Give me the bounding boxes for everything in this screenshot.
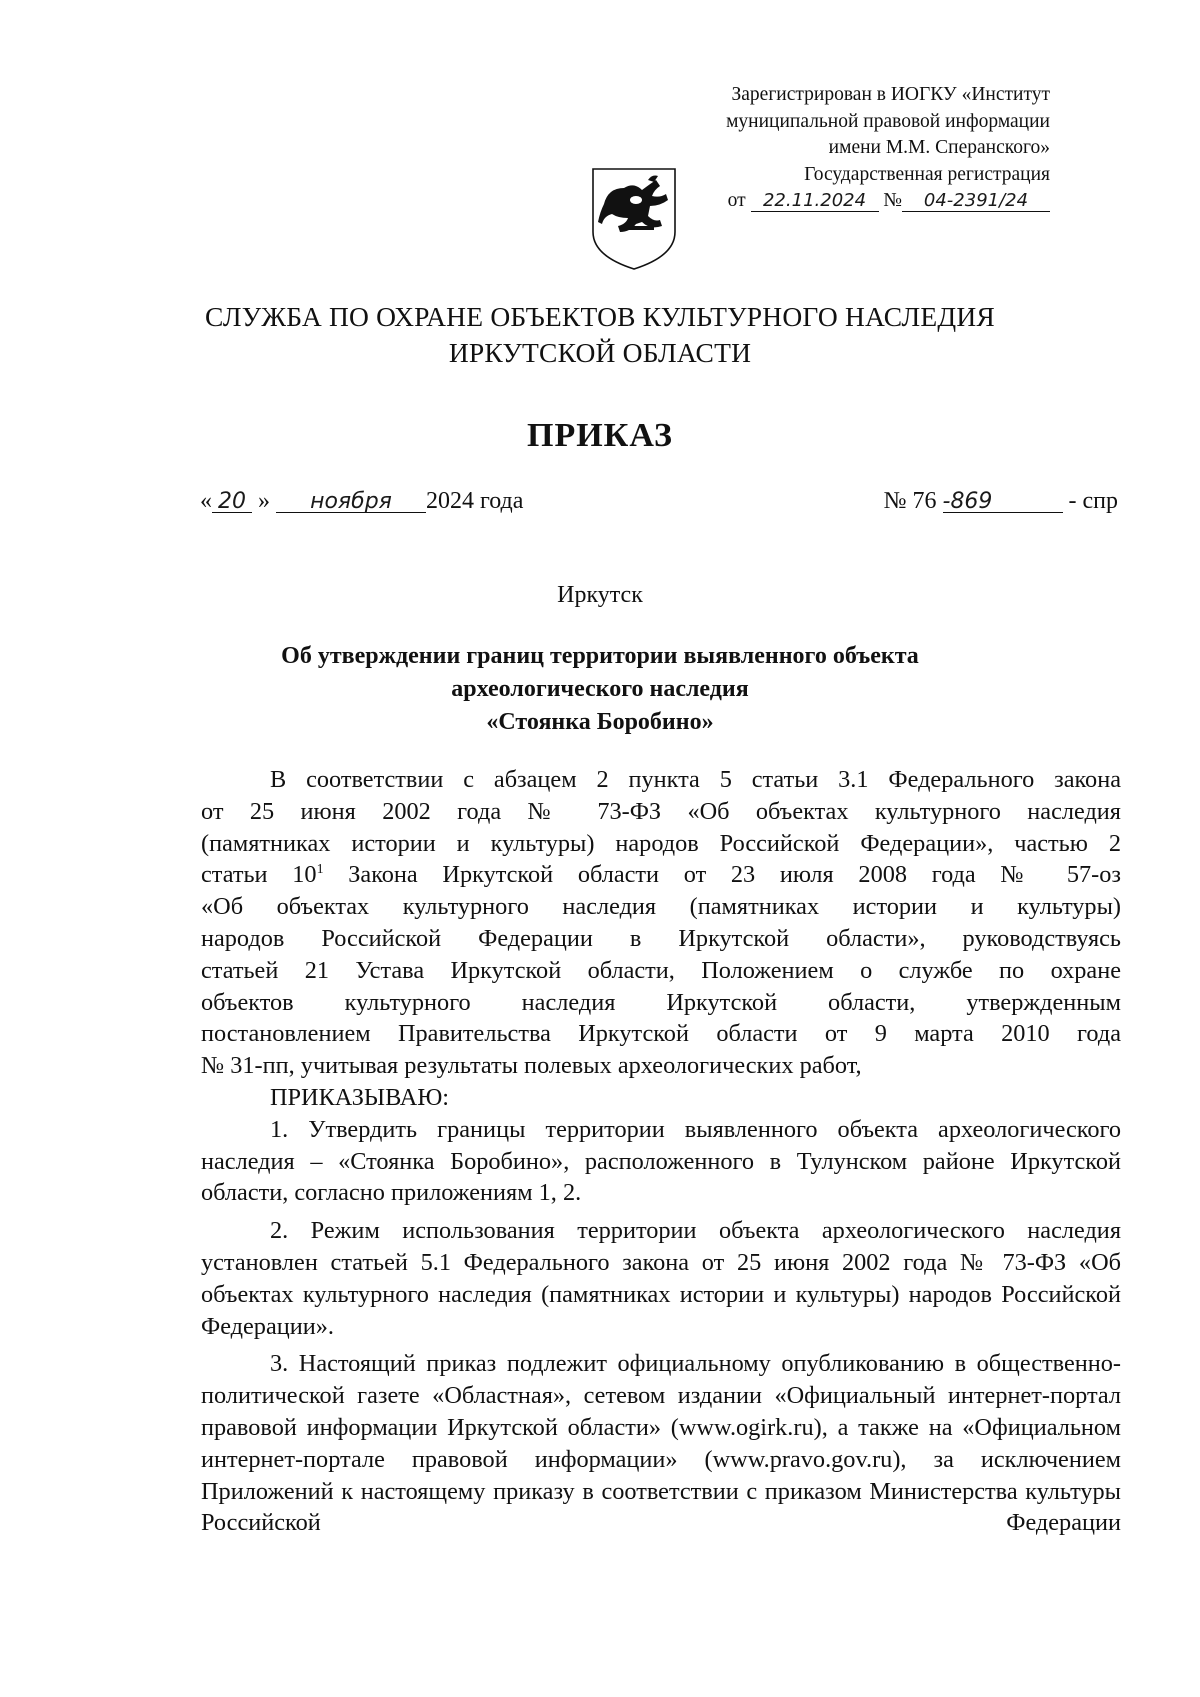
item-2: 2. Режим использования территории объекта археологического наследия установлен статьей 5.1 Федерального закона от 25 июня 2002 года № 73-ФЗ «Об объектах культурного наследия (памятниках истории и культуры) народов Российской Федерации». bbox=[201, 1217, 1121, 1340]
coat-of-arms-icon bbox=[590, 166, 678, 272]
item-3: 3. Настоящий приказ подлежит официальному опубликованию в общественно-политической газете «Областная», сетевом издании «Официальный интернет-портал правовой информации Иркутской области» (www.ogirk.ru), а также на «Официальном интернет-портале правовой информации» (www.pravo.gov.ru), за исключением Приложений к настоящему приказу в соответствии с приказом Министерства культуры Российской Федерации bbox=[201, 1350, 1121, 1537]
organization-name-line-2: ИРКУТСКОЙ ОБЛАСТИ bbox=[448, 337, 752, 368]
preamble-line-9: постановлением Правительства Иркутской области от 9 марта 2010 года bbox=[201, 1020, 1121, 1048]
document-date bbox=[200, 488, 523, 515]
registration-date-prefix: от bbox=[727, 190, 746, 211]
subject-line-2: археологического наследия bbox=[451, 676, 749, 702]
document-title: ПРИКАЗ bbox=[527, 417, 673, 454]
order-word: ПРИКАЗЫВАЮ: bbox=[270, 1083, 450, 1111]
document-subject bbox=[150, 640, 1050, 739]
document-number bbox=[884, 488, 1118, 515]
subject-line-1: Об утверждении границ территории выявленного объекта bbox=[281, 643, 919, 669]
date-year: 2024 года bbox=[426, 488, 524, 514]
preamble-line-10: № 31-пп, учитывая результаты полевых археологических работ, bbox=[201, 1052, 862, 1080]
preamble-line-2: от 25 июня 2002 года № 73-ФЗ «Об объектах культурного наследия bbox=[201, 797, 1121, 825]
date-month: ноября bbox=[276, 492, 426, 513]
number-suffix: - спр bbox=[1068, 488, 1118, 514]
preamble-line-5: «Об объектах культурного наследия (памятниках истории и культуры) bbox=[201, 893, 1121, 921]
preamble-article-superscript: 1 bbox=[316, 862, 324, 878]
registration-number-value: 04-2391/24 bbox=[902, 191, 1050, 212]
number-prefix: № 76 bbox=[883, 488, 937, 514]
preamble-line-6: народов Российской Федерации в Иркутской области», руководствуясь bbox=[201, 924, 1121, 952]
city: Иркутск bbox=[557, 582, 643, 608]
registration-line-2: муниципальной правовой информации bbox=[726, 110, 1050, 132]
registration-line-3: имени М.М. Сперанского» bbox=[828, 137, 1050, 158]
number-value: -869 bbox=[943, 492, 1063, 513]
preamble-line-1: В соответствии с абзацем 2 пункта 5 статьи 3.1 Федерального закона bbox=[270, 766, 1121, 793]
preamble-law-ref: Закона Иркутской области от 23 июля 2008 года № 57-оз bbox=[323, 861, 1121, 889]
document-body bbox=[201, 764, 1121, 1539]
preamble-line-4 bbox=[201, 859, 1121, 891]
organization-name-line-1: СЛУЖБА ПО ОХРАНЕ ОБЪЕКТОВ КУЛЬТУРНОГО НАСЛЕДИЯ bbox=[205, 301, 995, 332]
registration-line-1: Зарегистрирован в ИОГКУ «Институт bbox=[731, 84, 1050, 105]
subject-line-3: «Стоянка Боробино» bbox=[486, 709, 714, 735]
date-day: 20 bbox=[212, 492, 252, 513]
preamble-line-8: объектов культурного наследия Иркутской области, утвержденным bbox=[201, 988, 1121, 1016]
preamble-article-ref: статьи 10 bbox=[201, 861, 317, 889]
date-close-quote: » bbox=[258, 488, 270, 514]
date-open-quote: « bbox=[200, 488, 212, 514]
item-1: 1. Утвердить границы территории выявленного объекта археологического наследия – «Стоянка Боробино», расположенного в Тулунском районе Иркутской области, согласно приложениям 1, 2. bbox=[201, 1115, 1121, 1207]
registration-line-4: Государственная регистрация bbox=[804, 163, 1050, 185]
registration-date-value: 22.11.2024 bbox=[751, 191, 879, 212]
preamble-line-7: статьей 21 Устава Иркутской области, Положением о службе по охране bbox=[201, 956, 1121, 984]
registration-number-prefix: № bbox=[883, 190, 902, 211]
preamble-line-3: (памятниках истории и культуры) народов Российской Федерации», частью 2 bbox=[201, 829, 1121, 857]
